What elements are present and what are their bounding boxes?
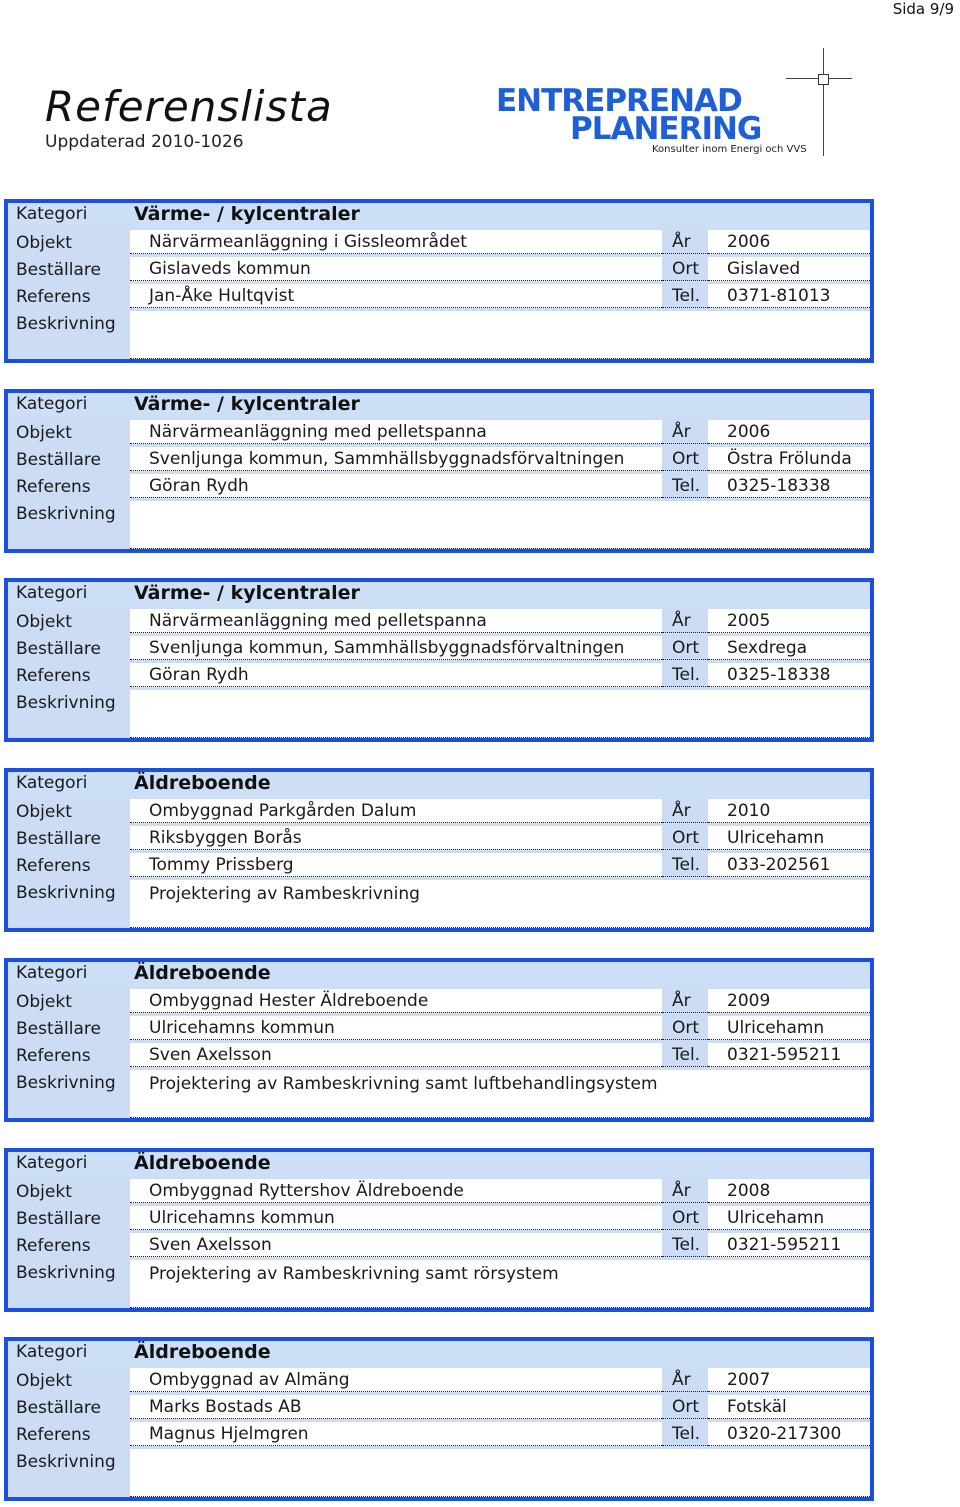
beskrivning-field xyxy=(130,880,870,928)
tel-field xyxy=(662,284,708,308)
kategori-label: Kategori xyxy=(16,1342,88,1362)
ort-label: Ort xyxy=(672,449,700,469)
kategori-value: Värme- / kylcentraler xyxy=(134,582,360,604)
objekt-field xyxy=(130,609,662,633)
objekt-label: Objekt xyxy=(16,1182,72,1202)
referens-label: Referens xyxy=(16,856,91,876)
reference-card-4 xyxy=(4,768,874,932)
beskrivning-label: Beskrivning xyxy=(16,1073,116,1093)
page-number: Sida 9/9 xyxy=(892,0,954,18)
bestallare-field xyxy=(130,826,662,850)
ort-label: Ort xyxy=(672,1018,700,1038)
ar-field xyxy=(662,1179,708,1203)
ar-field xyxy=(662,420,708,444)
ar-label: År xyxy=(672,991,691,1011)
beskrivning-field xyxy=(130,501,870,549)
objekt-field xyxy=(130,1368,662,1392)
page-title: Referenslista xyxy=(45,82,333,131)
ar-value-field xyxy=(708,989,870,1013)
beskrivning-field xyxy=(130,1260,870,1308)
beskrivning-label: Beskrivning xyxy=(16,883,116,903)
objekt-value: Ombyggnad Ryttershov Äldreboende xyxy=(149,1181,464,1201)
reference-card-7 xyxy=(4,1337,874,1501)
ar-value-field xyxy=(708,1179,870,1203)
ort-value-field xyxy=(708,636,870,660)
bestallare-field xyxy=(130,447,662,471)
logo-square-icon xyxy=(818,74,829,85)
kategori-value: Värme- / kylcentraler xyxy=(134,393,360,415)
ort-value-field xyxy=(708,1206,870,1230)
objekt-value: Ombyggnad Parkgården Dalum xyxy=(149,801,417,821)
ar-value-field xyxy=(708,420,870,444)
ar-field xyxy=(662,799,708,823)
ar-value: 2010 xyxy=(727,801,771,821)
kategori-value: Äldreboende xyxy=(134,962,271,984)
referens-field xyxy=(130,1422,662,1446)
ort-field xyxy=(662,1016,708,1040)
ort-label: Ort xyxy=(672,638,700,658)
tel-label: Tel. xyxy=(672,476,701,496)
tel-value: 0321-595211 xyxy=(727,1235,842,1255)
tel-value-field xyxy=(708,853,870,877)
bestallare-label: Beställare xyxy=(16,260,101,280)
referens-value: Sven Axelsson xyxy=(149,1235,272,1255)
ar-field xyxy=(662,230,708,254)
ort-field xyxy=(662,636,708,660)
tel-value-field xyxy=(708,1233,870,1257)
ort-value-field xyxy=(708,447,870,471)
ar-field xyxy=(662,609,708,633)
objekt-value: Närvärmeanläggning med pelletspanna xyxy=(149,422,487,442)
referens-value: Tommy Prissberg xyxy=(149,855,294,875)
kategori-label: Kategori xyxy=(16,963,88,983)
ort-label: Ort xyxy=(672,1397,700,1417)
ar-label: År xyxy=(672,611,691,631)
tel-field xyxy=(662,474,708,498)
ort-value-field xyxy=(708,1395,870,1419)
tel-field xyxy=(662,853,708,877)
beskrivning-label: Beskrivning xyxy=(16,504,116,524)
ort-value: Fotskäl xyxy=(727,1397,787,1417)
bestallare-field xyxy=(130,257,662,281)
objekt-field xyxy=(130,230,662,254)
beskrivning-value: Projektering av Rambeskrivning samt luftbehandlingsystem xyxy=(149,1074,658,1094)
ar-value: 2006 xyxy=(727,232,771,252)
beskrivning-label: Beskrivning xyxy=(16,693,116,713)
beskrivning-label: Beskrivning xyxy=(16,314,116,334)
bestallare-label: Beställare xyxy=(16,1019,101,1039)
ort-value-field xyxy=(708,826,870,850)
bestallare-field xyxy=(130,1016,662,1040)
tel-field xyxy=(662,1233,708,1257)
referens-field xyxy=(130,474,662,498)
objekt-field xyxy=(130,989,662,1013)
beskrivning-label: Beskrivning xyxy=(16,1452,116,1472)
bestallare-field xyxy=(130,636,662,660)
logo-line-2: PLANERING xyxy=(570,111,762,147)
tel-field xyxy=(662,1043,708,1067)
tel-field xyxy=(662,1422,708,1446)
ar-value-field xyxy=(708,609,870,633)
referens-field xyxy=(130,284,662,308)
ar-label: År xyxy=(672,1370,691,1390)
referens-value: Göran Rydh xyxy=(149,476,249,496)
tel-label: Tel. xyxy=(672,1424,701,1444)
tel-field xyxy=(662,663,708,687)
kategori-value: Äldreboende xyxy=(134,772,271,794)
kategori-label: Kategori xyxy=(16,773,88,793)
objekt-value: Närvärmeanläggning i Gissleområdet xyxy=(149,232,467,252)
referens-field xyxy=(130,663,662,687)
ar-label: År xyxy=(672,801,691,821)
bestallare-value: Ulricehamns kommun xyxy=(149,1208,335,1228)
beskrivning-value: Projektering av Rambeskrivning samt rörsystem xyxy=(149,1264,559,1284)
ar-value: 2006 xyxy=(727,422,771,442)
bestallare-field xyxy=(130,1206,662,1230)
objekt-field xyxy=(130,1179,662,1203)
updated-date: Uppdaterad 2010-1026 xyxy=(45,132,244,152)
ort-value-field xyxy=(708,1016,870,1040)
ar-label: År xyxy=(672,1181,691,1201)
referens-value: Sven Axelsson xyxy=(149,1045,272,1065)
ort-label: Ort xyxy=(672,828,700,848)
objekt-label: Objekt xyxy=(16,423,72,443)
objekt-value: Ombyggnad Hester Äldreboende xyxy=(149,991,429,1011)
ort-field xyxy=(662,447,708,471)
ar-value: 2009 xyxy=(727,991,771,1011)
tel-label: Tel. xyxy=(672,855,701,875)
tel-value: 033-202561 xyxy=(727,855,831,875)
beskrivning-label: Beskrivning xyxy=(16,1263,116,1283)
referens-label: Referens xyxy=(16,666,91,686)
logo-line-1: ENTREPRENAD xyxy=(496,83,742,119)
referens-value: Jan-Åke Hultqvist xyxy=(149,286,295,306)
ort-field xyxy=(662,1206,708,1230)
bestallare-value: Gislaveds kommun xyxy=(149,259,311,279)
beskrivning-field xyxy=(130,1070,870,1118)
objekt-label: Objekt xyxy=(16,233,72,253)
company-logo xyxy=(494,44,864,164)
kategori-value: Äldreboende xyxy=(134,1152,271,1174)
tel-label: Tel. xyxy=(672,1045,701,1065)
objekt-field xyxy=(130,420,662,444)
ar-value: 2008 xyxy=(727,1181,771,1201)
ort-value: Sexdrega xyxy=(727,638,808,658)
tel-value-field xyxy=(708,1043,870,1067)
referens-label: Referens xyxy=(16,1046,91,1066)
tel-label: Tel. xyxy=(672,1235,701,1255)
ar-field xyxy=(662,989,708,1013)
ar-value-field xyxy=(708,230,870,254)
ar-field xyxy=(662,1368,708,1392)
objekt-field xyxy=(130,799,662,823)
kategori-label: Kategori xyxy=(16,204,88,224)
tel-value-field xyxy=(708,663,870,687)
tel-label: Tel. xyxy=(672,665,701,685)
bestallare-label: Beställare xyxy=(16,1209,101,1229)
tel-value: 0320-217300 xyxy=(727,1424,842,1444)
referens-value: Göran Rydh xyxy=(149,665,249,685)
tel-value: 0321-595211 xyxy=(727,1045,842,1065)
beskrivning-value: Projektering av Rambeskrivning xyxy=(149,884,420,904)
ort-value: Gislaved xyxy=(727,259,801,279)
objekt-label: Objekt xyxy=(16,992,72,1012)
reference-card-5 xyxy=(4,958,874,1122)
tel-value: 0371-81013 xyxy=(727,286,831,306)
ort-field xyxy=(662,1395,708,1419)
ort-value-field xyxy=(708,257,870,281)
reference-card-6 xyxy=(4,1148,874,1312)
kategori-label: Kategori xyxy=(16,394,88,414)
ort-value: Östra Frölunda xyxy=(727,449,852,469)
tel-value: 0325-18338 xyxy=(727,665,831,685)
ar-value: 2005 xyxy=(727,611,771,631)
beskrivning-field xyxy=(130,690,870,738)
reference-card-1 xyxy=(4,199,874,363)
referens-field xyxy=(130,1043,662,1067)
objekt-value: Ombyggnad av Almäng xyxy=(149,1370,350,1390)
referens-value: Magnus Hjelmgren xyxy=(149,1424,309,1444)
tel-value-field xyxy=(708,1422,870,1446)
objekt-value: Närvärmeanläggning med pelletspanna xyxy=(149,611,487,631)
objekt-label: Objekt xyxy=(16,802,72,822)
ort-value: Ulricehamn xyxy=(727,1208,825,1228)
ort-field xyxy=(662,257,708,281)
objekt-label: Objekt xyxy=(16,612,72,632)
referens-label: Referens xyxy=(16,1425,91,1445)
ar-value-field xyxy=(708,1368,870,1392)
ort-field xyxy=(662,826,708,850)
ort-value: Ulricehamn xyxy=(727,1018,825,1038)
ort-value: Ulricehamn xyxy=(727,828,825,848)
referens-field xyxy=(130,853,662,877)
tel-value-field xyxy=(708,284,870,308)
kategori-label: Kategori xyxy=(16,1153,88,1173)
tel-value: 0325-18338 xyxy=(727,476,831,496)
objekt-label: Objekt xyxy=(16,1371,72,1391)
reference-card-3 xyxy=(4,578,874,742)
ar-value: 2007 xyxy=(727,1370,771,1390)
beskrivning-field xyxy=(130,1449,870,1497)
bestallare-value: Riksbyggen Borås xyxy=(149,828,302,848)
ar-label: År xyxy=(672,422,691,442)
bestallare-label: Beställare xyxy=(16,1398,101,1418)
beskrivning-field xyxy=(130,311,870,359)
referens-label: Referens xyxy=(16,287,91,307)
referens-field xyxy=(130,1233,662,1257)
ar-value-field xyxy=(708,799,870,823)
tel-label: Tel. xyxy=(672,286,701,306)
bestallare-label: Beställare xyxy=(16,829,101,849)
logo-vertical-line xyxy=(823,48,824,156)
bestallare-label: Beställare xyxy=(16,450,101,470)
bestallare-field xyxy=(130,1395,662,1419)
logo-tagline: Konsulter inom Energi och VVS xyxy=(652,144,807,155)
kategori-label: Kategori xyxy=(16,583,88,603)
kategori-value: Äldreboende xyxy=(134,1341,271,1363)
bestallare-value: Svenljunga kommun, Sammhällsbyggnadsförvaltningen xyxy=(149,638,625,658)
ort-label: Ort xyxy=(672,259,700,279)
bestallare-label: Beställare xyxy=(16,639,101,659)
tel-value-field xyxy=(708,474,870,498)
kategori-value: Värme- / kylcentraler xyxy=(134,203,360,225)
referens-label: Referens xyxy=(16,477,91,497)
bestallare-value: Ulricehamns kommun xyxy=(149,1018,335,1038)
bestallare-value: Svenljunga kommun, Sammhällsbyggnadsförvaltningen xyxy=(149,449,625,469)
referens-label: Referens xyxy=(16,1236,91,1256)
ort-label: Ort xyxy=(672,1208,700,1228)
reference-card-2 xyxy=(4,389,874,553)
ar-label: År xyxy=(672,232,691,252)
bestallare-value: Marks Bostads AB xyxy=(149,1397,302,1417)
